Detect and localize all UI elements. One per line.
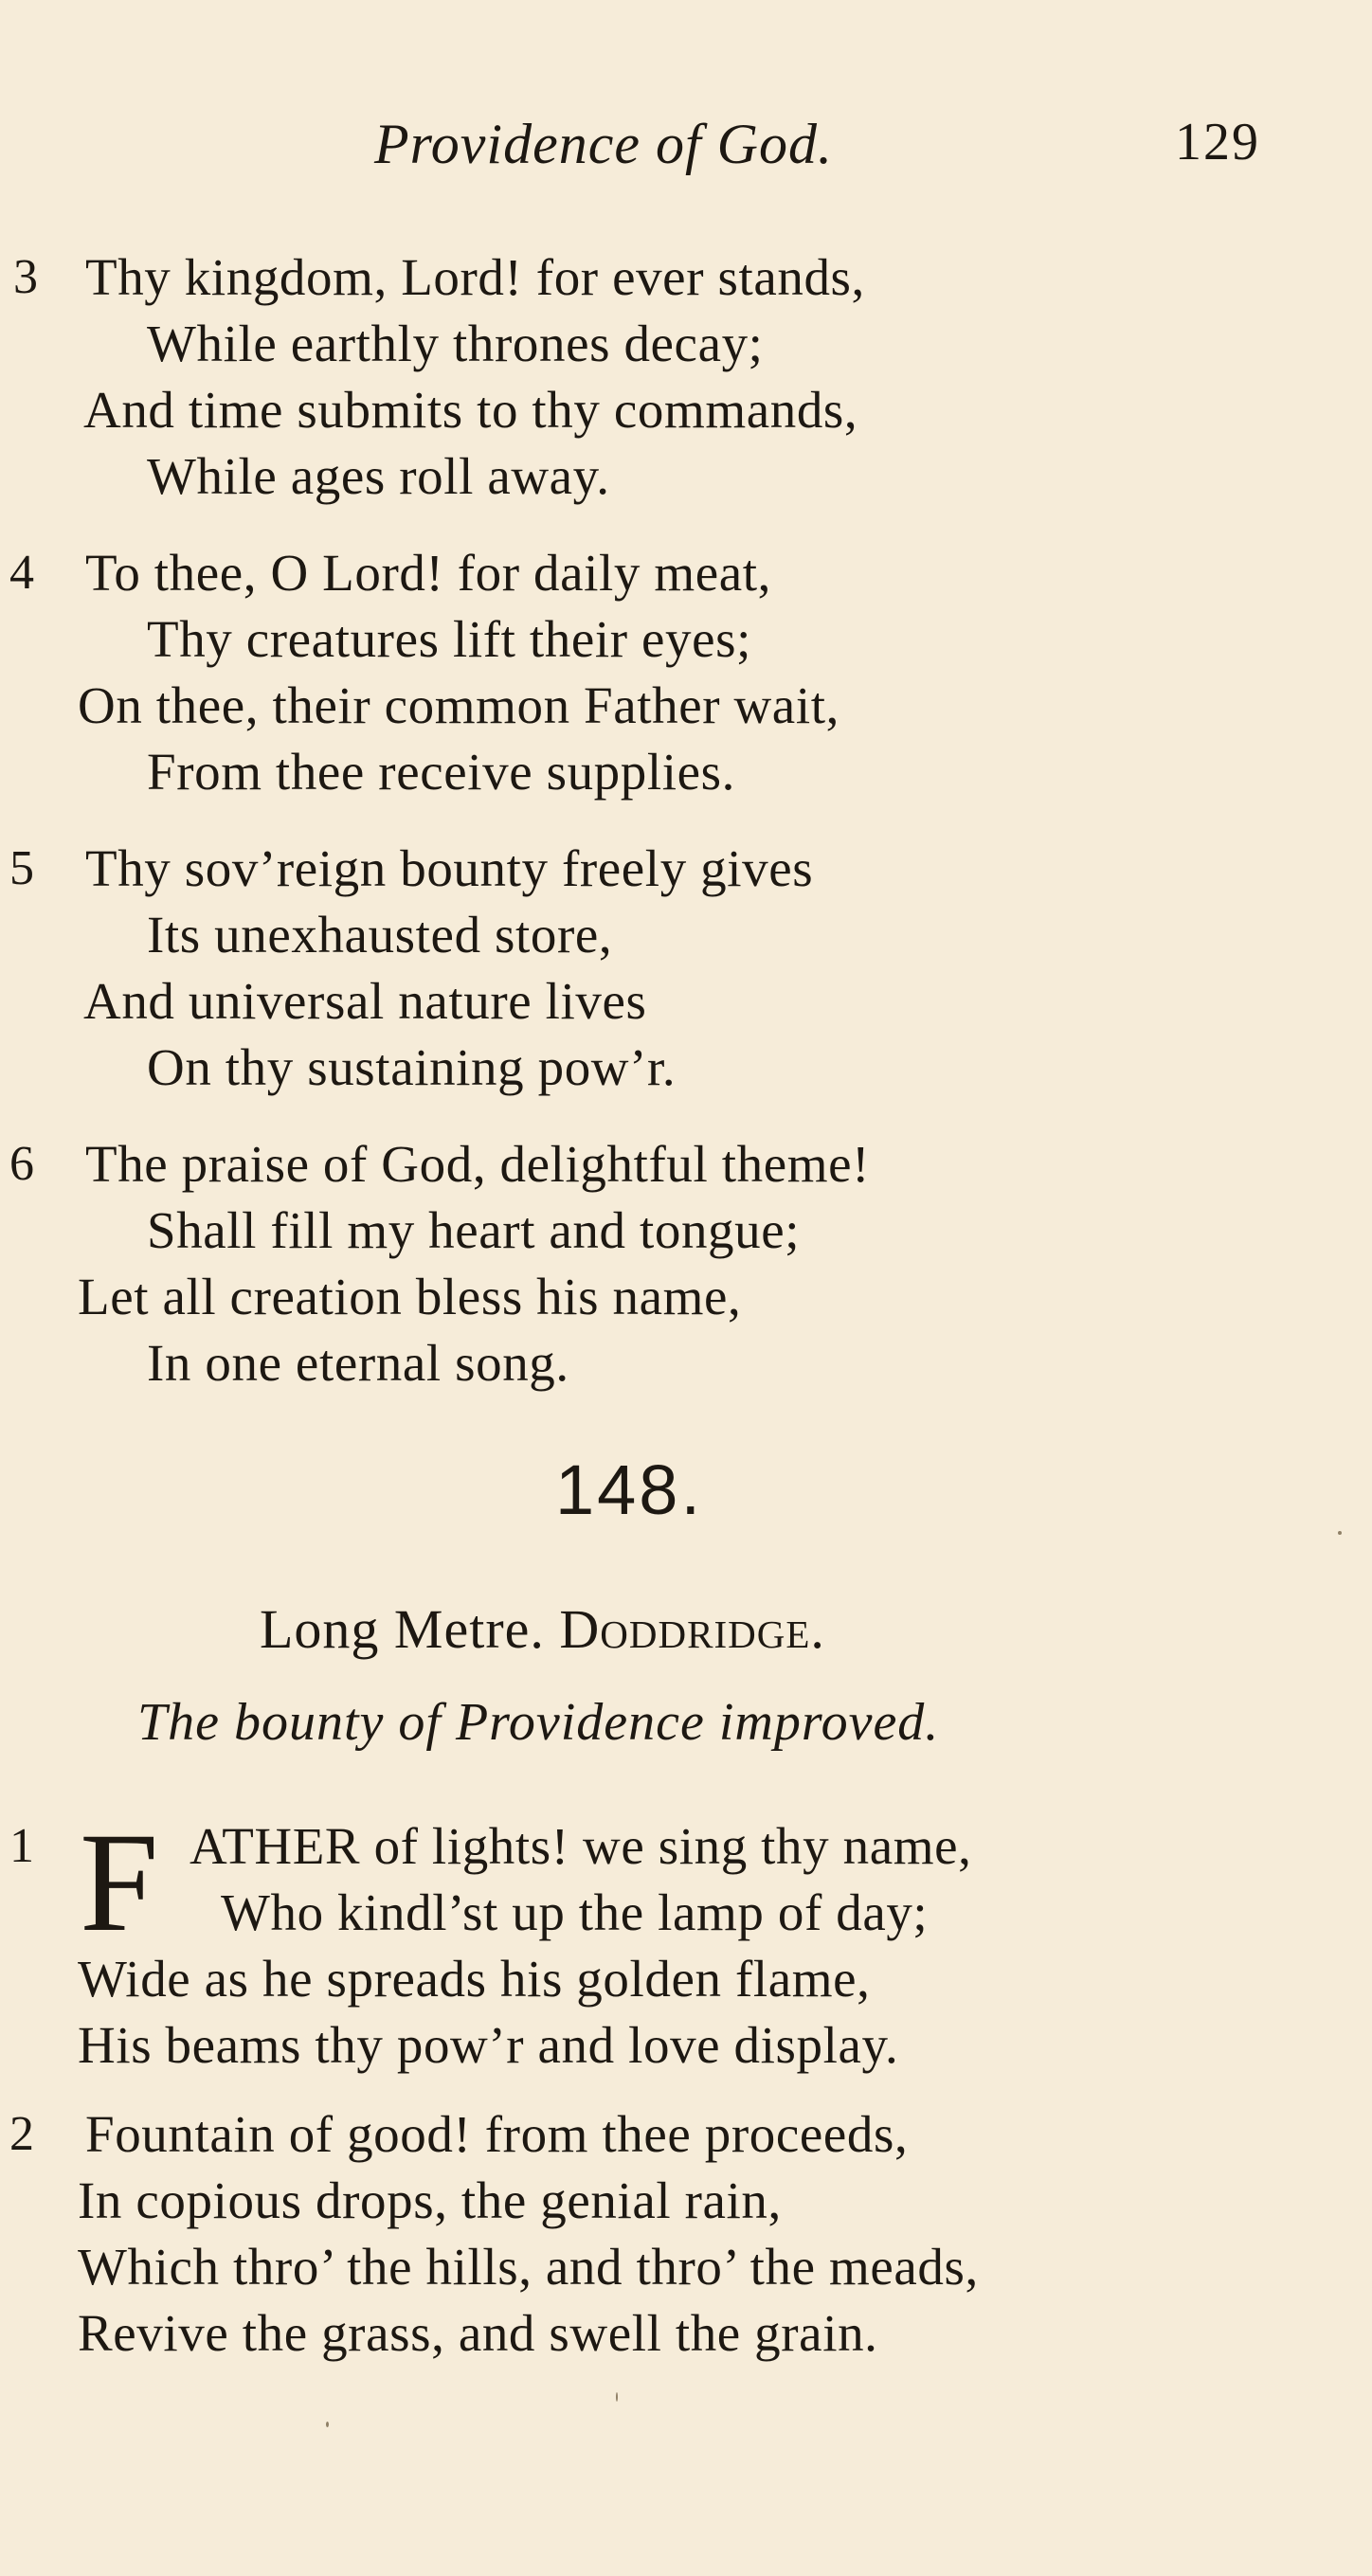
verse-line: Who kindl’st up the lamp of day; [221,1883,929,1941]
verse-line: From thee receive supplies. [147,743,736,801]
stanza-number: 3 [13,250,38,304]
verse-line: Fountain of good! from thee proceeds, [85,2105,909,2163]
paper-speck [1338,1531,1342,1535]
verse-line: The praise of God, delightful theme! [85,1135,871,1193]
verse-line: In copious drops, the genial rain, [78,2171,782,2229]
verse-line: Which thro’ the hills, and thro’ the meads, [78,2238,979,2296]
drop-cap: F [80,1804,159,1961]
verse-line: Let all creation bless his name, [78,1268,742,1325]
page-number: 129 [1175,113,1260,171]
verse-line: While ages roll away. [147,447,610,505]
verse-line: And time submits to thy commands, [83,381,858,439]
author: Doddridge. [559,1598,825,1660]
verse-line: Thy creatures lift their eyes; [147,610,752,668]
verse-line: And universal nature lives [83,972,647,1030]
verse-line: Shall fill my heart and tongue; [147,1201,801,1259]
paper-speck [326,2422,329,2427]
verse-line: To thee, O Lord! for daily meat, [85,544,771,602]
stanza-number: 5 [9,841,34,895]
verse-line: Revive the grass, and swell the grain. [78,2304,878,2362]
page-header [0,112,1372,197]
verse-line: Wide as he spreads his golden flame, [78,1950,871,2008]
meter: Long Metre. [260,1598,545,1660]
hymn-subject: The bounty of Providence improved. [137,1693,940,1752]
verse-line: In one eternal song. [147,1334,569,1392]
stanza-number: 6 [9,1137,34,1191]
verse-line: Its unexhausted store, [147,906,613,964]
stanza-number: 1 [9,1819,34,1873]
verse-line: ATHER of lights! we sing thy name, [190,1817,972,1875]
verse-line: On thy sustaining pow’r. [147,1038,677,1096]
verse-line: While earthly thrones decay; [147,315,764,372]
verse-line: His beams thy pow’r and love display. [78,2016,899,2074]
verse-line: Thy kingdom, Lord! for ever stands, [85,248,865,306]
stanza-number: 4 [9,546,34,600]
verse-line: On thee, their common Father wait, [78,676,839,734]
stanza-number: 2 [9,2107,34,2161]
verse-line: Thy sov’reign bounty freely gives [85,839,814,897]
running-title: Providence of God. [374,113,833,175]
paper-speck [616,2392,618,2402]
meter-line [260,1597,825,1661]
hymn-number: 148. [555,1450,704,1529]
